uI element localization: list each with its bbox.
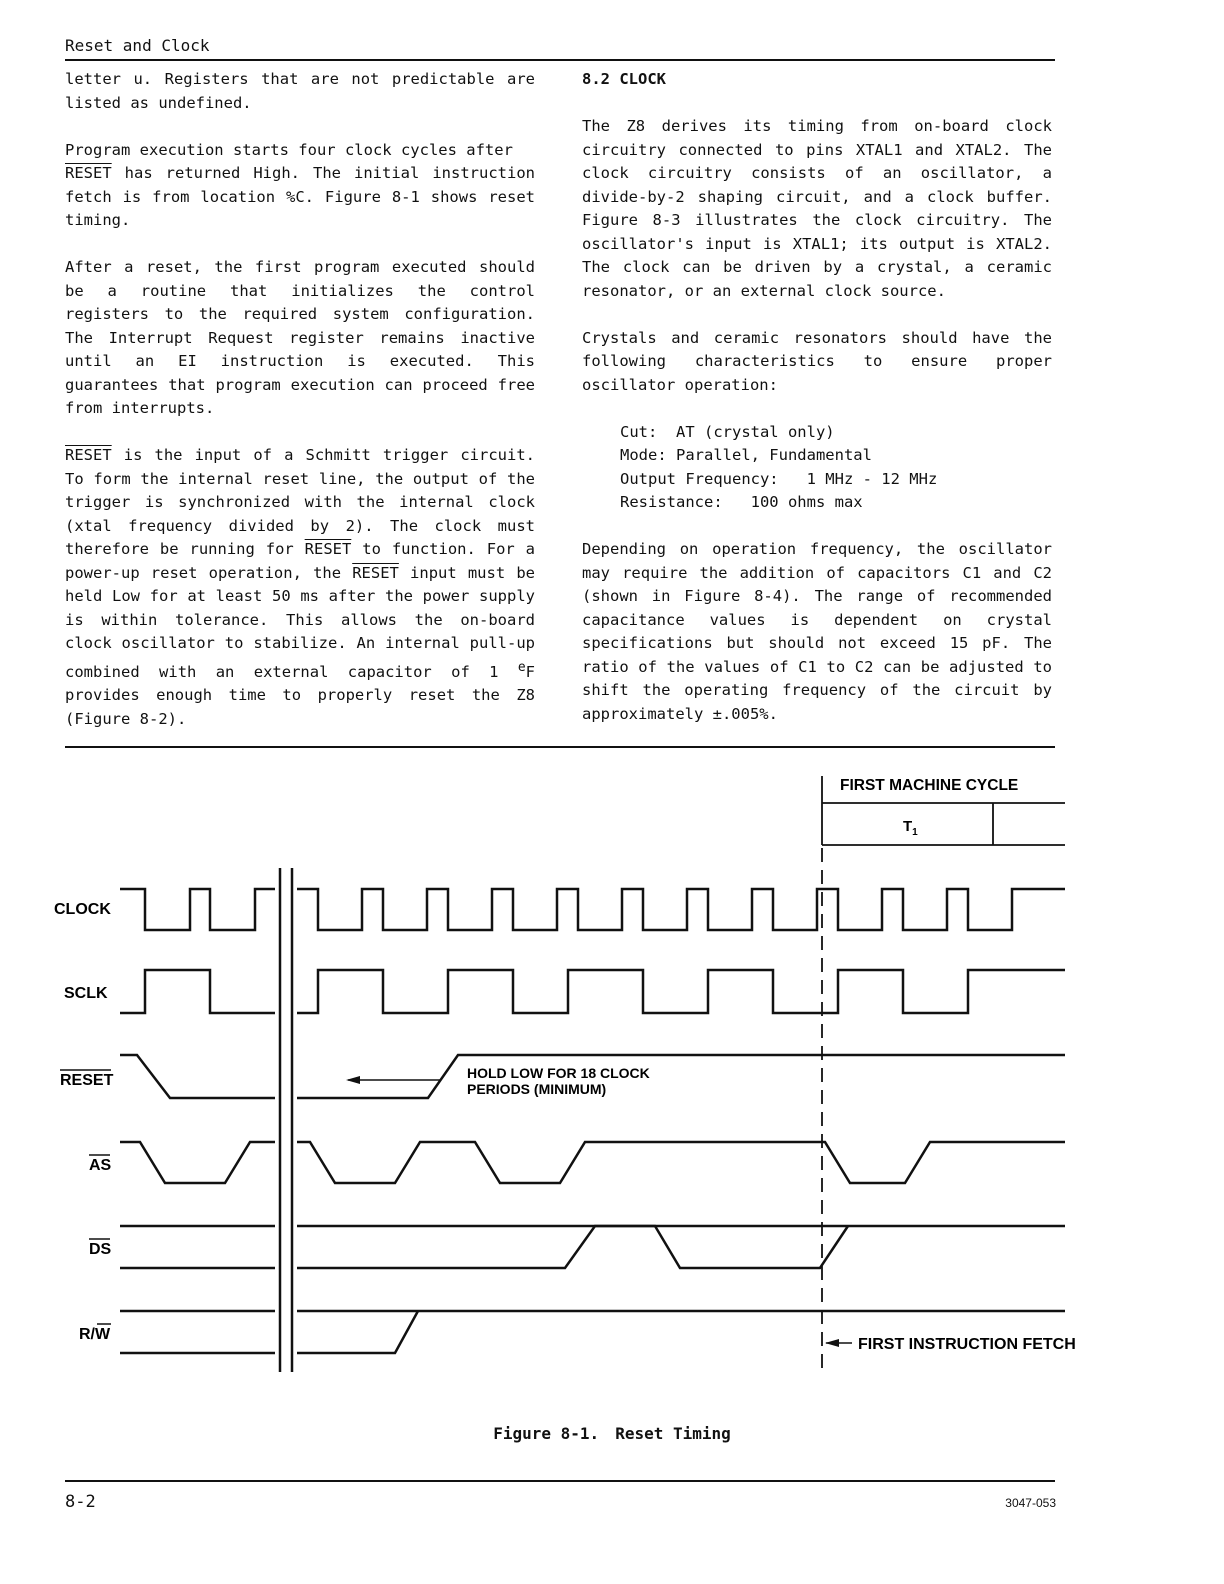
hold-low-arrowhead [346,1076,360,1084]
paragraph-after-reset: After a reset, the first program executed should be a routine that initializes the control registers to the required system configuration. The Interrupt Request register remains inactive until an EI instruction is executed. This guarantees that program execution can proceed free from interrupts. [65,258,535,417]
as-waveform-a [120,1142,275,1183]
figure-caption [0,1424,1224,1443]
signal-label-ds: DS [89,1241,112,1258]
t1-label: $T_1$ [903,818,918,838]
reset-signal: RESET [65,446,112,464]
footer-rule [65,1480,1055,1482]
spec-cut: Cut: AT (crystal only) [620,422,835,441]
running-header: Reset and Clock [65,36,210,55]
clock-waveform-b [297,889,1065,930]
section-title: 8.2 CLOCK [582,70,666,88]
reset-signal: RESET [304,540,352,558]
ds-waveform-b-low [297,1226,848,1268]
reset-waveform-b [297,1055,1065,1098]
reset-signal: RESET [65,164,112,182]
signal-label-sclk: SCLK [64,985,108,1002]
signal-label-clock: CLOCK [54,901,111,918]
reset-signal: RESET [352,563,399,582]
rw-waveform-b-low [297,1311,418,1353]
first-machine-cycle-label: FIRST MACHINE CYCLE [840,777,1019,794]
paragraph-registers: letter u. Registers that are not predictable are listed as undefined. [65,70,535,112]
first-fetch-label: FIRST INSTRUCTION FETCH [858,1336,1076,1353]
paragraph-crystal-characteristics: Crystals and ceramic resonators should have the following characteristics to ensure proper oscillator operation: [582,328,1052,394]
sclk-waveform-a [120,970,275,1013]
spec-mode: Mode: Parallel, Fundamental [620,446,872,464]
caption-number: Figure 8-1. [493,1424,600,1443]
paragraph-schmitt-trigger: RESET is the input of a Schmitt trigger circuit. To form the internal reset line, the output of the trigger is synchronized with the internal clock (xtal frequency divided by 2). The clock must therefore be running for RESET to function. For a power-up reset operation, the RESET input must be held Low for at least 50 ms after the power supply is within tolerance. This allows the on-board clock oscillator to stabilize. An internal pull-up combined with an external capacitor of 1 $^e$F provides enough time to properly reset the Z8 (Figure 8-2). [65,446,535,728]
sclk-waveform-b [297,970,1065,1013]
hold-low-label-line1: HOLD LOW FOR 18 CLOCK [467,1065,650,1081]
paragraph-clock-circuitry: The Z8 derives its timing from on-board clock circuitry connected to pins XTAL1 and XTAL2. The clock circuitry consists of an oscillator, a divide-by-2 shaping circuit, and a clock buffer. Figure 8-3 illustrates the clock circuitry. The oscillator's input is XTAL1; its output is XTAL2. The clock can be driven by a crystal, a ceramic resonator, or an external clock source. [582,117,1052,300]
signal-label-rw: R/W [79,1326,111,1343]
signal-label-reset: RESET [60,1072,114,1089]
clock-waveform-a [120,889,275,930]
spec-frequency: Output Frequency: 1 MHz - 12 MHz [620,469,938,488]
paragraph-capacitors: Depending on operation frequency, the oscillator may require the addition of capacitors C1 and C2 (shown in Figure 8-4). The range of recommended capacitance values is dependent on crystal specifications but should not exceed 15 pF. The ratio of the values of C1 to C2 can be adjusted to shift the operating frequency of the circuit by approximately ±.005%. [582,540,1052,723]
page-number: 8-2 [65,1492,96,1512]
paragraph-program-execution: Program execution starts four clock cycles after RESET has returned High. The initial instruction fetch is from location %C. Figure 8-1 shows reset timing. [65,140,535,229]
hold-low-label-line2: PERIODS (MINIMUM) [467,1081,607,1097]
spec-resistance: Resistance: 100 ohms max [620,493,863,511]
reset-waveform-a [120,1055,275,1098]
document-code: 3047-053 [1005,1496,1056,1510]
caption-title: Reset Timing [615,1424,731,1443]
signal-label-as: AS [89,1157,112,1174]
as-waveform-b [297,1142,1065,1183]
first-fetch-arrowhead [825,1339,839,1347]
